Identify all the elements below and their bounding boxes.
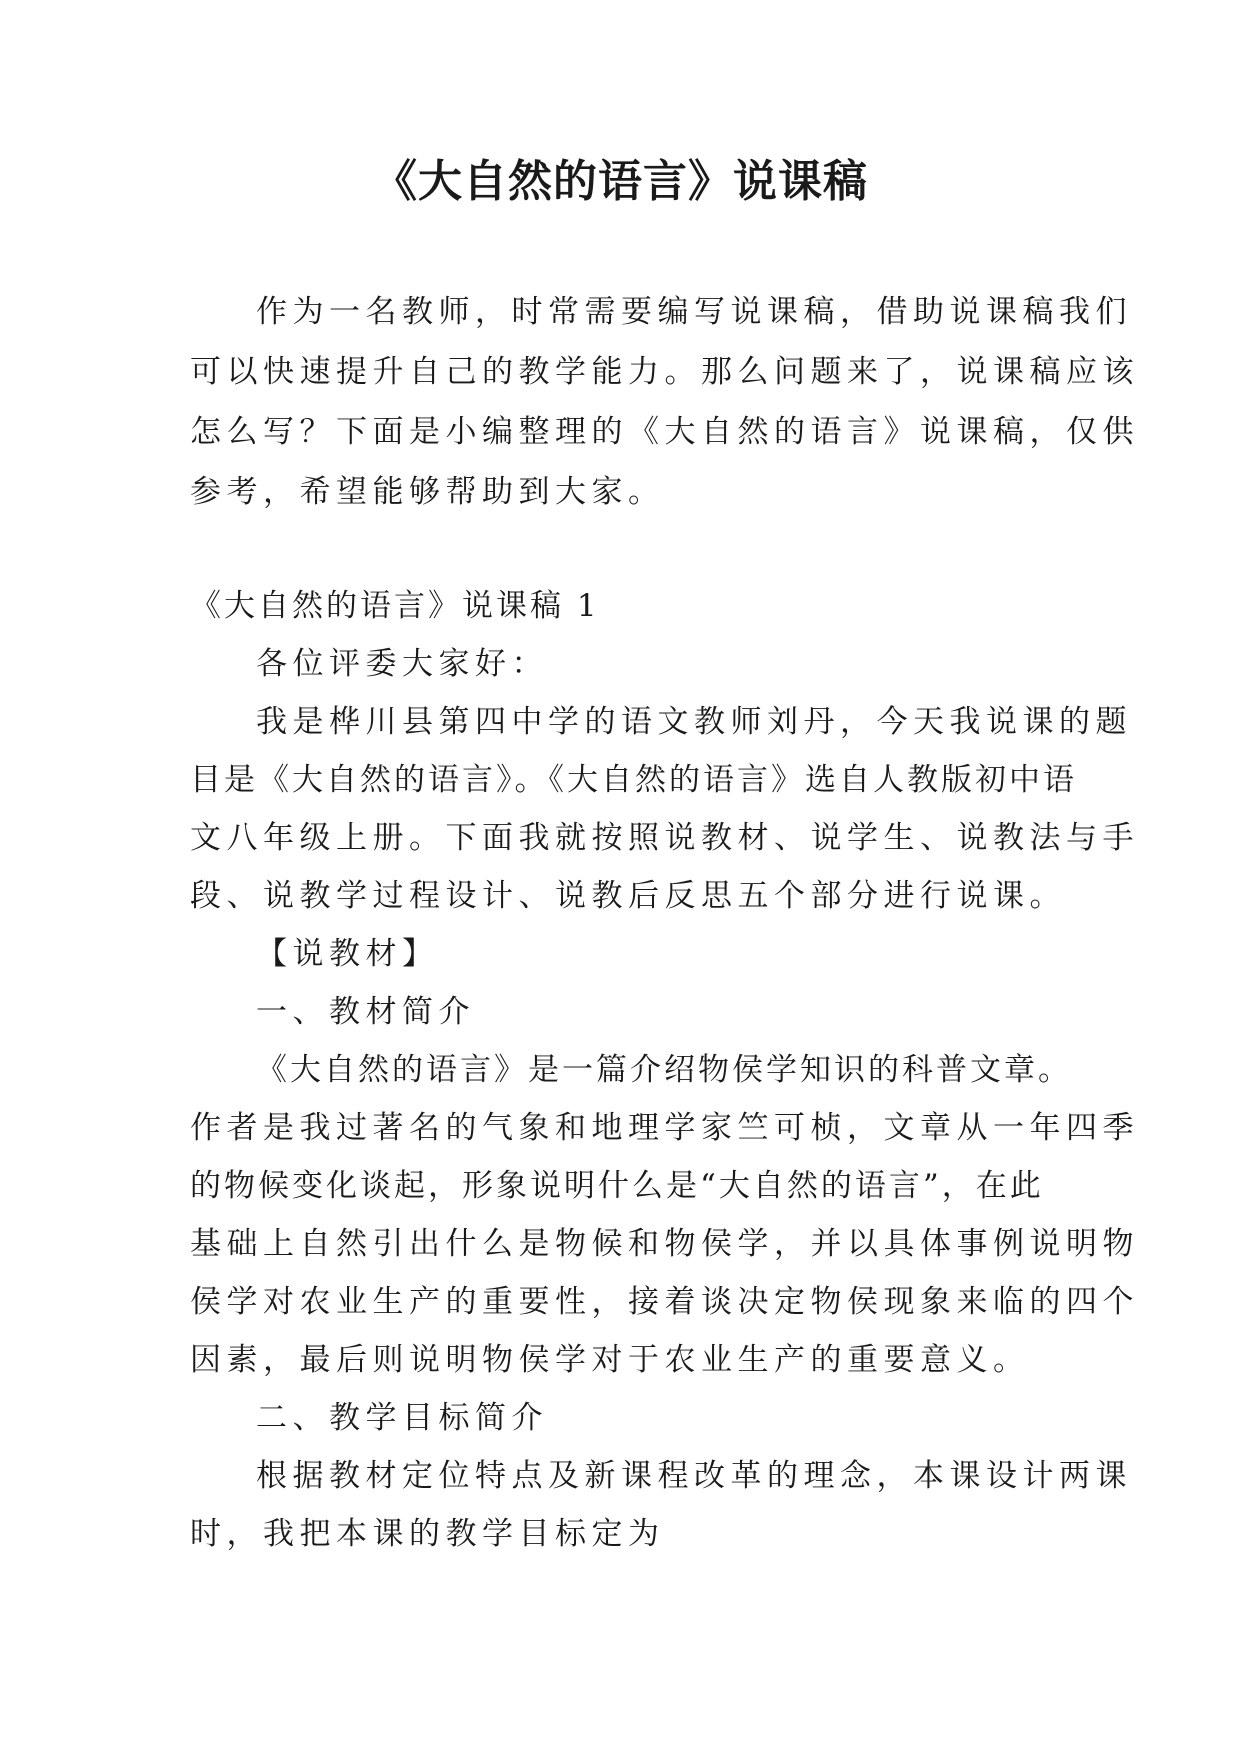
body-line-10: 因素，最后则说明物侯学对于农业生产的重要意义。 <box>190 1342 1030 1378</box>
body-line-12: 时，我把本课的教学目标定为 <box>190 1516 665 1552</box>
section-heading-1: 《大自然的语言》说课稿 1 <box>190 588 600 624</box>
body-line-2: 目是《大自然的语言》。《大自然的语言》选自人教版初中语 <box>190 762 1077 798</box>
intro-line-3: 怎么写？下面是小编整理的《大自然的语言》说课稿，仅供 <box>190 414 1139 450</box>
body-line-4: 段、说教学过程设计、说教后反思五个部分进行说课。 <box>190 878 1066 914</box>
body-line-11: 根据教材定位特点及新课程改革的理念，本课设计两课 <box>256 1458 1132 1494</box>
body-line-7: 的物候变化谈起，形象说明什么是“大自然的语言”，在此 <box>190 1168 1044 1204</box>
subheading-mubiao: 二、教学目标简介 <box>256 1400 548 1436</box>
subheading-jiaocai: 【说教材】 <box>256 936 439 972</box>
body-line-9: 侯学对农业生产的重要性，接着谈决定物侯现象来临的四个 <box>190 1284 1139 1320</box>
body-line-1: 我是桦川县第四中学的语文教师刘丹，今天我说课的题 <box>256 704 1132 740</box>
intro-line-2: 可以快速提升自己的教学能力。那么问题来了，说课稿应该 <box>190 354 1139 390</box>
intro-line-1: 作为一名教师，时常需要编写说课稿，借助说课稿我们 <box>256 294 1132 330</box>
subheading-jiaocai-jianjie: 一、教材简介 <box>256 994 475 1030</box>
document-title: 《大自然的语言》说课稿 <box>373 156 868 207</box>
intro-line-4: 参考，希望能够帮助到大家。 <box>190 474 665 510</box>
body-line-5: 《大自然的语言》是一篇介绍物侯学知识的科普文章。 <box>256 1052 1072 1088</box>
body-line-8: 基础上自然引出什么是物候和物侯学，并以具体事例说明物 <box>190 1226 1139 1262</box>
greeting-line: 各位评委大家好： <box>256 646 548 682</box>
body-line-6: 作者是我过著名的气象和地理学家竺可桢，文章从一年四季 <box>190 1110 1139 1146</box>
body-line-3: 文八年级上册。下面我就按照说教材、说学生、说教法与手 <box>190 820 1139 856</box>
